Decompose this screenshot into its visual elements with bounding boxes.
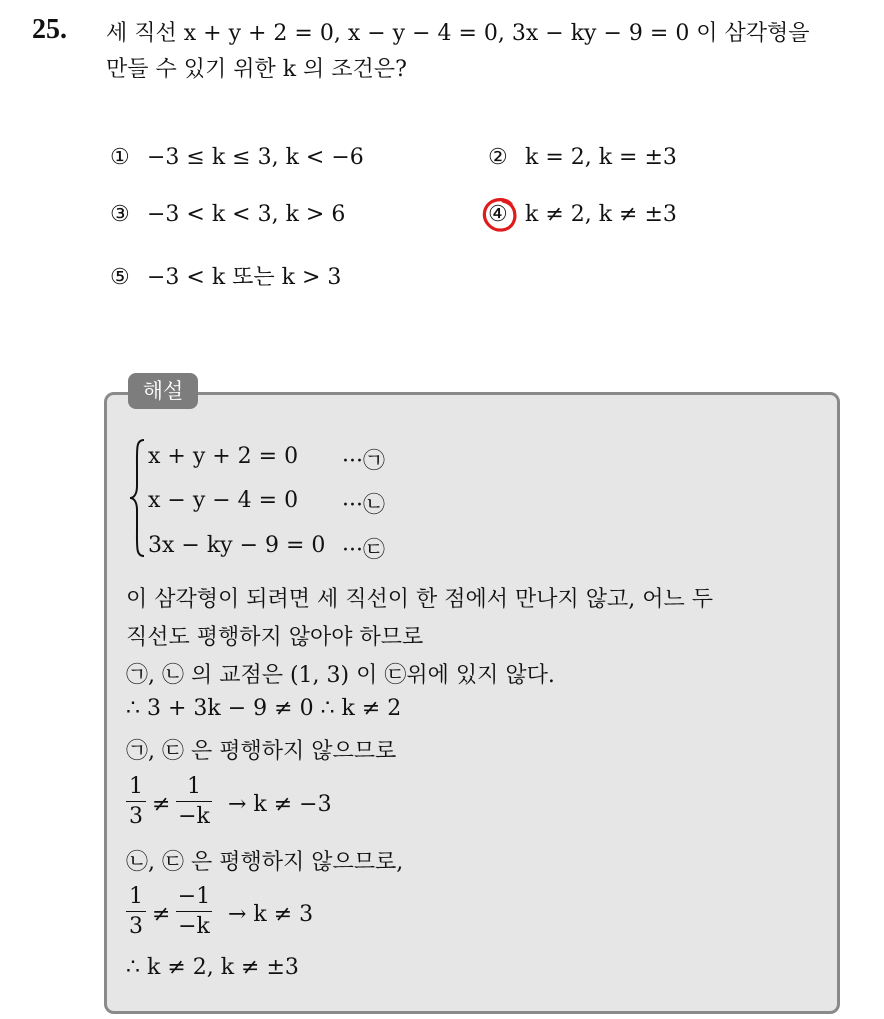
choice-text: −3 < k 또는 k > 3 [147, 265, 342, 290]
numerator: 1 [129, 884, 143, 909]
solution-line-5: ㉠, ㉢ 은 평행하지 않으므로 [126, 739, 397, 764]
question-number: 25. [32, 14, 67, 45]
choice-3[interactable] [110, 202, 345, 227]
solution-tag: 해설 [128, 373, 198, 409]
solution-line-4: ∴ 3 + 3k − 9 ≠ 0 ∴ k ≠ 2 [126, 696, 402, 721]
equation-1: x + y + 2 = 0 [148, 444, 299, 469]
denominator: 3 [129, 804, 143, 829]
equation-2-ref: ···㉡ [342, 493, 385, 518]
choice-5[interactable] [110, 260, 341, 291]
denominator: −k [178, 914, 210, 939]
choice-text: −3 < k < 3, k > 6 [147, 202, 346, 227]
fraction-2-left [126, 884, 146, 939]
denominator: 3 [129, 914, 143, 939]
equation-3: 3x − ky − 9 = 0 [148, 533, 326, 558]
fraction-1-right [176, 774, 212, 829]
fraction-1-neq: ≠ [152, 792, 171, 817]
choice-mark: ④ [488, 202, 508, 227]
choice-mark: ③ [110, 202, 130, 227]
solution-line-6: ㉡, ㉢ 은 평행하지 않으므로, [126, 850, 404, 875]
fraction-2-result: → k ≠ 3 [228, 902, 314, 927]
system-brace-icon [128, 438, 146, 558]
equation-3-ref: ···㉢ [342, 538, 385, 563]
fraction-1-result: → k ≠ −3 [228, 792, 332, 817]
solution-line-1: 이 삼각형이 되려면 세 직선이 한 점에서 만나지 않고, 어느 두 [126, 587, 713, 612]
fraction-1-left [126, 774, 146, 829]
solution-line-2: 직선도 평행하지 않아야 하므로 [126, 625, 424, 650]
equation-1-ref: ···㉠ [342, 449, 385, 474]
solution-line-3: ㉠, ㉡ 의 교점은 (1, 3) 이 ㉢위에 있지 않다. [126, 663, 555, 688]
red-circle-mark-icon [481, 196, 519, 234]
equation-2: x − y − 4 = 0 [148, 488, 299, 513]
choice-1[interactable] [110, 145, 364, 170]
choice-mark: ⑤ [110, 265, 130, 290]
fraction-2-neq: ≠ [152, 902, 171, 927]
choice-text: k = 2, k = ±3 [525, 145, 677, 170]
choice-text: k ≠ 2, k ≠ ±3 [525, 202, 677, 227]
solution-line-7: ∴ k ≠ 2, k ≠ ±3 [126, 955, 299, 980]
choice-4[interactable] [488, 202, 677, 227]
choice-2[interactable] [488, 145, 677, 170]
fraction-2-right [176, 884, 212, 939]
choice-mark: ① [110, 145, 130, 170]
choice-mark: ② [488, 145, 508, 170]
denominator: −k [178, 804, 210, 829]
numerator: 1 [129, 774, 143, 799]
numerator: −1 [177, 884, 211, 909]
question-text-line2: 만들 수 있기 위한 k 의 조건은? [106, 57, 407, 82]
question-text-line1: 세 직선 x + y + 2 = 0, x − y − 4 = 0, 3x − ky − 9 = 0 이 삼각형을 [106, 21, 810, 46]
numerator: 1 [187, 774, 201, 799]
choice-text: −3 ≤ k ≤ 3, k < −6 [147, 145, 364, 170]
